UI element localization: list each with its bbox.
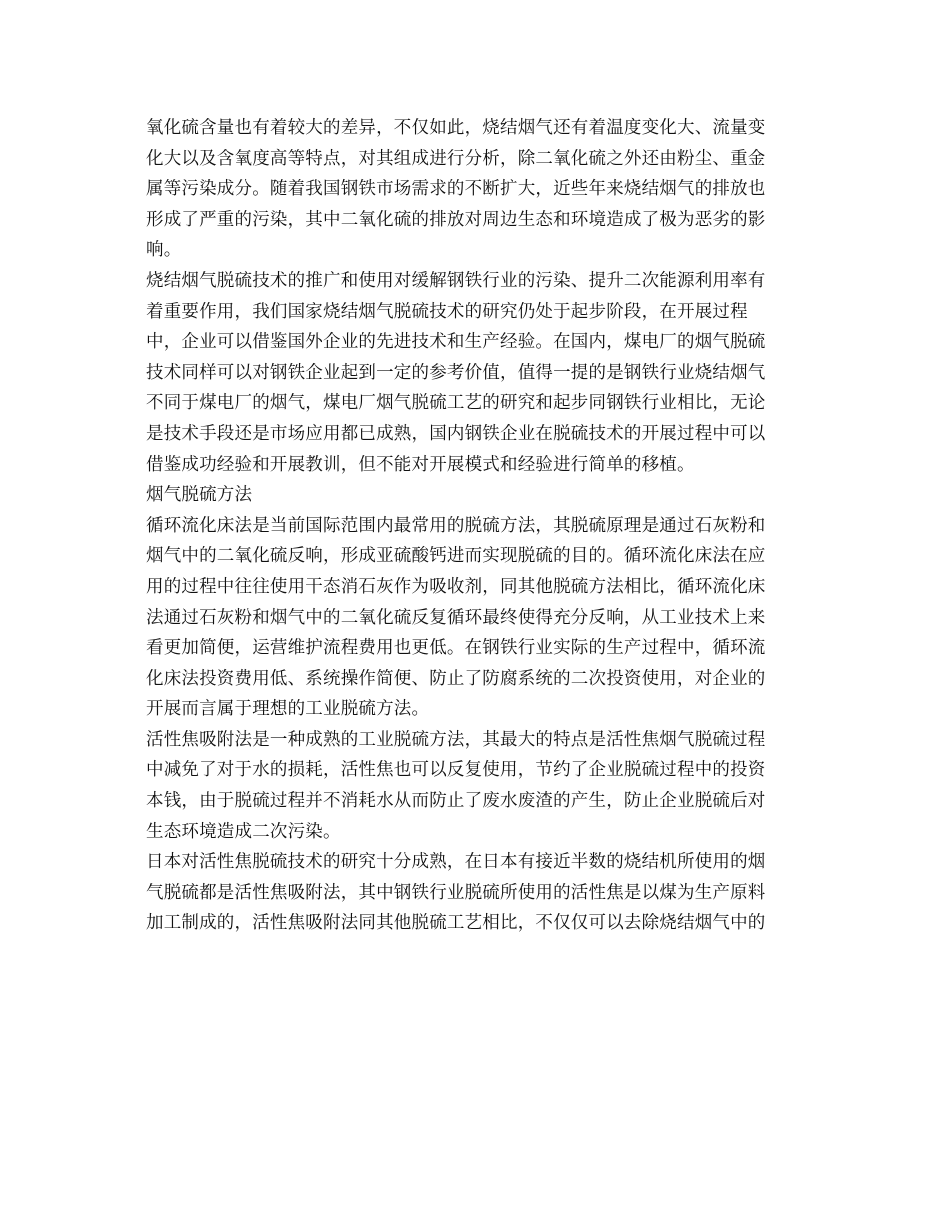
paragraph-line: 形成了严重的污染，其中二氧化硫的排放对周边生态和环境造成了极为恶劣的影 [146, 209, 766, 230]
paragraph-line: 法通过石灰粉和烟气中的二氧化硫反复循环最终使得充分反响，从工业技术上来 [146, 607, 766, 628]
paragraph-line: 化床法投资费用低、系统操作简便、防止了防腐系统的二次投资使用，对企业的 [146, 668, 766, 689]
paragraph-line: 日本对活性焦脱硫技术的研究十分成熟，在日本有接近半数的烧结机所使用的烟 [146, 852, 766, 873]
paragraph-line: 生态环境造成二次污染。 [146, 821, 341, 842]
paragraph-line: 活性焦吸附法是一种成熟的工业脱硫方法，其最大的特点是活性焦烟气脱硫过程 [146, 729, 766, 750]
paragraph-line: 技术同样可以对钢铁企业起到一定的参考价值，值得一提的是钢铁行业烧结烟气 [146, 362, 766, 383]
paragraph-line: 属等污染成分。随着我国钢铁市场需求的不断扩大，近些年来烧结烟气的排放也 [146, 179, 766, 200]
paragraph [146, 511, 806, 725]
paragraph-line: 借鉴成功经验和开展教训，但不能对开展模式和经验进行简单的移植。 [146, 454, 695, 475]
paragraph-line: 化大以及含氧度高等特点，对其组成进行分析，除二氧化硫之外还由粉尘、重金 [146, 148, 766, 169]
paragraph-line: 用的过程中往往使用干态消石灰作为吸收剂，同其他脱硫方法相比，循环流化床 [146, 576, 766, 597]
paragraph-line: 看更加简便，运营维护流程费用也更低。在钢铁行业实际的生产过程中，循环流 [146, 638, 766, 659]
paragraph-line: 本钱，由于脱硫过程并不消耗水从而防止了废水废渣的产生，防止企业脱硫后对 [146, 791, 766, 812]
paragraph-line: 烧结烟气脱硫技术的推广和使用对缓解钢铁行业的污染、提升二次能源利用率有 [146, 270, 766, 291]
paragraph-line: 不同于煤电厂的烟气，煤电厂烟气脱硫工艺的研究和起步同钢铁行业相比，无论 [146, 393, 766, 414]
paragraph-line: 加工制成的，活性焦吸附法同其他脱硫工艺相比，不仅仅可以去除烧结烟气中的 [146, 913, 766, 934]
paragraph-line: 响。 [146, 240, 182, 261]
paragraph-line: 是技术手段还是市场应用都已成熟，国内钢铁企业在脱硫技术的开展过程中可以 [146, 423, 766, 444]
heading-text: 烟气脱硫方法 [146, 485, 253, 506]
document-body [146, 113, 806, 939]
paragraph-line: 中减免了对于水的损耗，活性焦也可以反复使用，节约了企业脱硫过程中的投资 [146, 760, 766, 781]
paragraph-line: 循环流化床法是当前国际范围内最常用的脱硫方法，其脱硫原理是通过石灰粉和 [146, 515, 766, 536]
section-heading [146, 480, 806, 511]
paragraph [146, 113, 806, 266]
paragraph-line: 氧化硫含量也有着较大的差异，不仅如此，烧结烟气还有着温度变化大、流量变 [146, 118, 766, 138]
paragraph-line: 中，企业可以借鉴国外企业的先进技术和生产经验。在国内，煤电厂的烟气脱硫 [146, 332, 766, 353]
paragraph [146, 266, 806, 480]
paragraph-line: 着重要作用，我们国家烧结烟气脱硫技术的研究仍处于起步阶段，在开展过程 [146, 301, 748, 322]
paragraph [146, 725, 806, 847]
paragraph [146, 847, 806, 939]
paragraph-line: 气脱硫都是活性焦吸附法，其中钢铁行业脱硫所使用的活性焦是以煤为生产原料 [146, 882, 766, 903]
paragraph-line: 开展而言属于理想的工业脱硫方法。 [146, 699, 430, 720]
paragraph-line: 烟气中的二氧化硫反响，形成亚硫酸钙进而实现脱硫的目的。循环流化床法在应 [146, 546, 766, 567]
